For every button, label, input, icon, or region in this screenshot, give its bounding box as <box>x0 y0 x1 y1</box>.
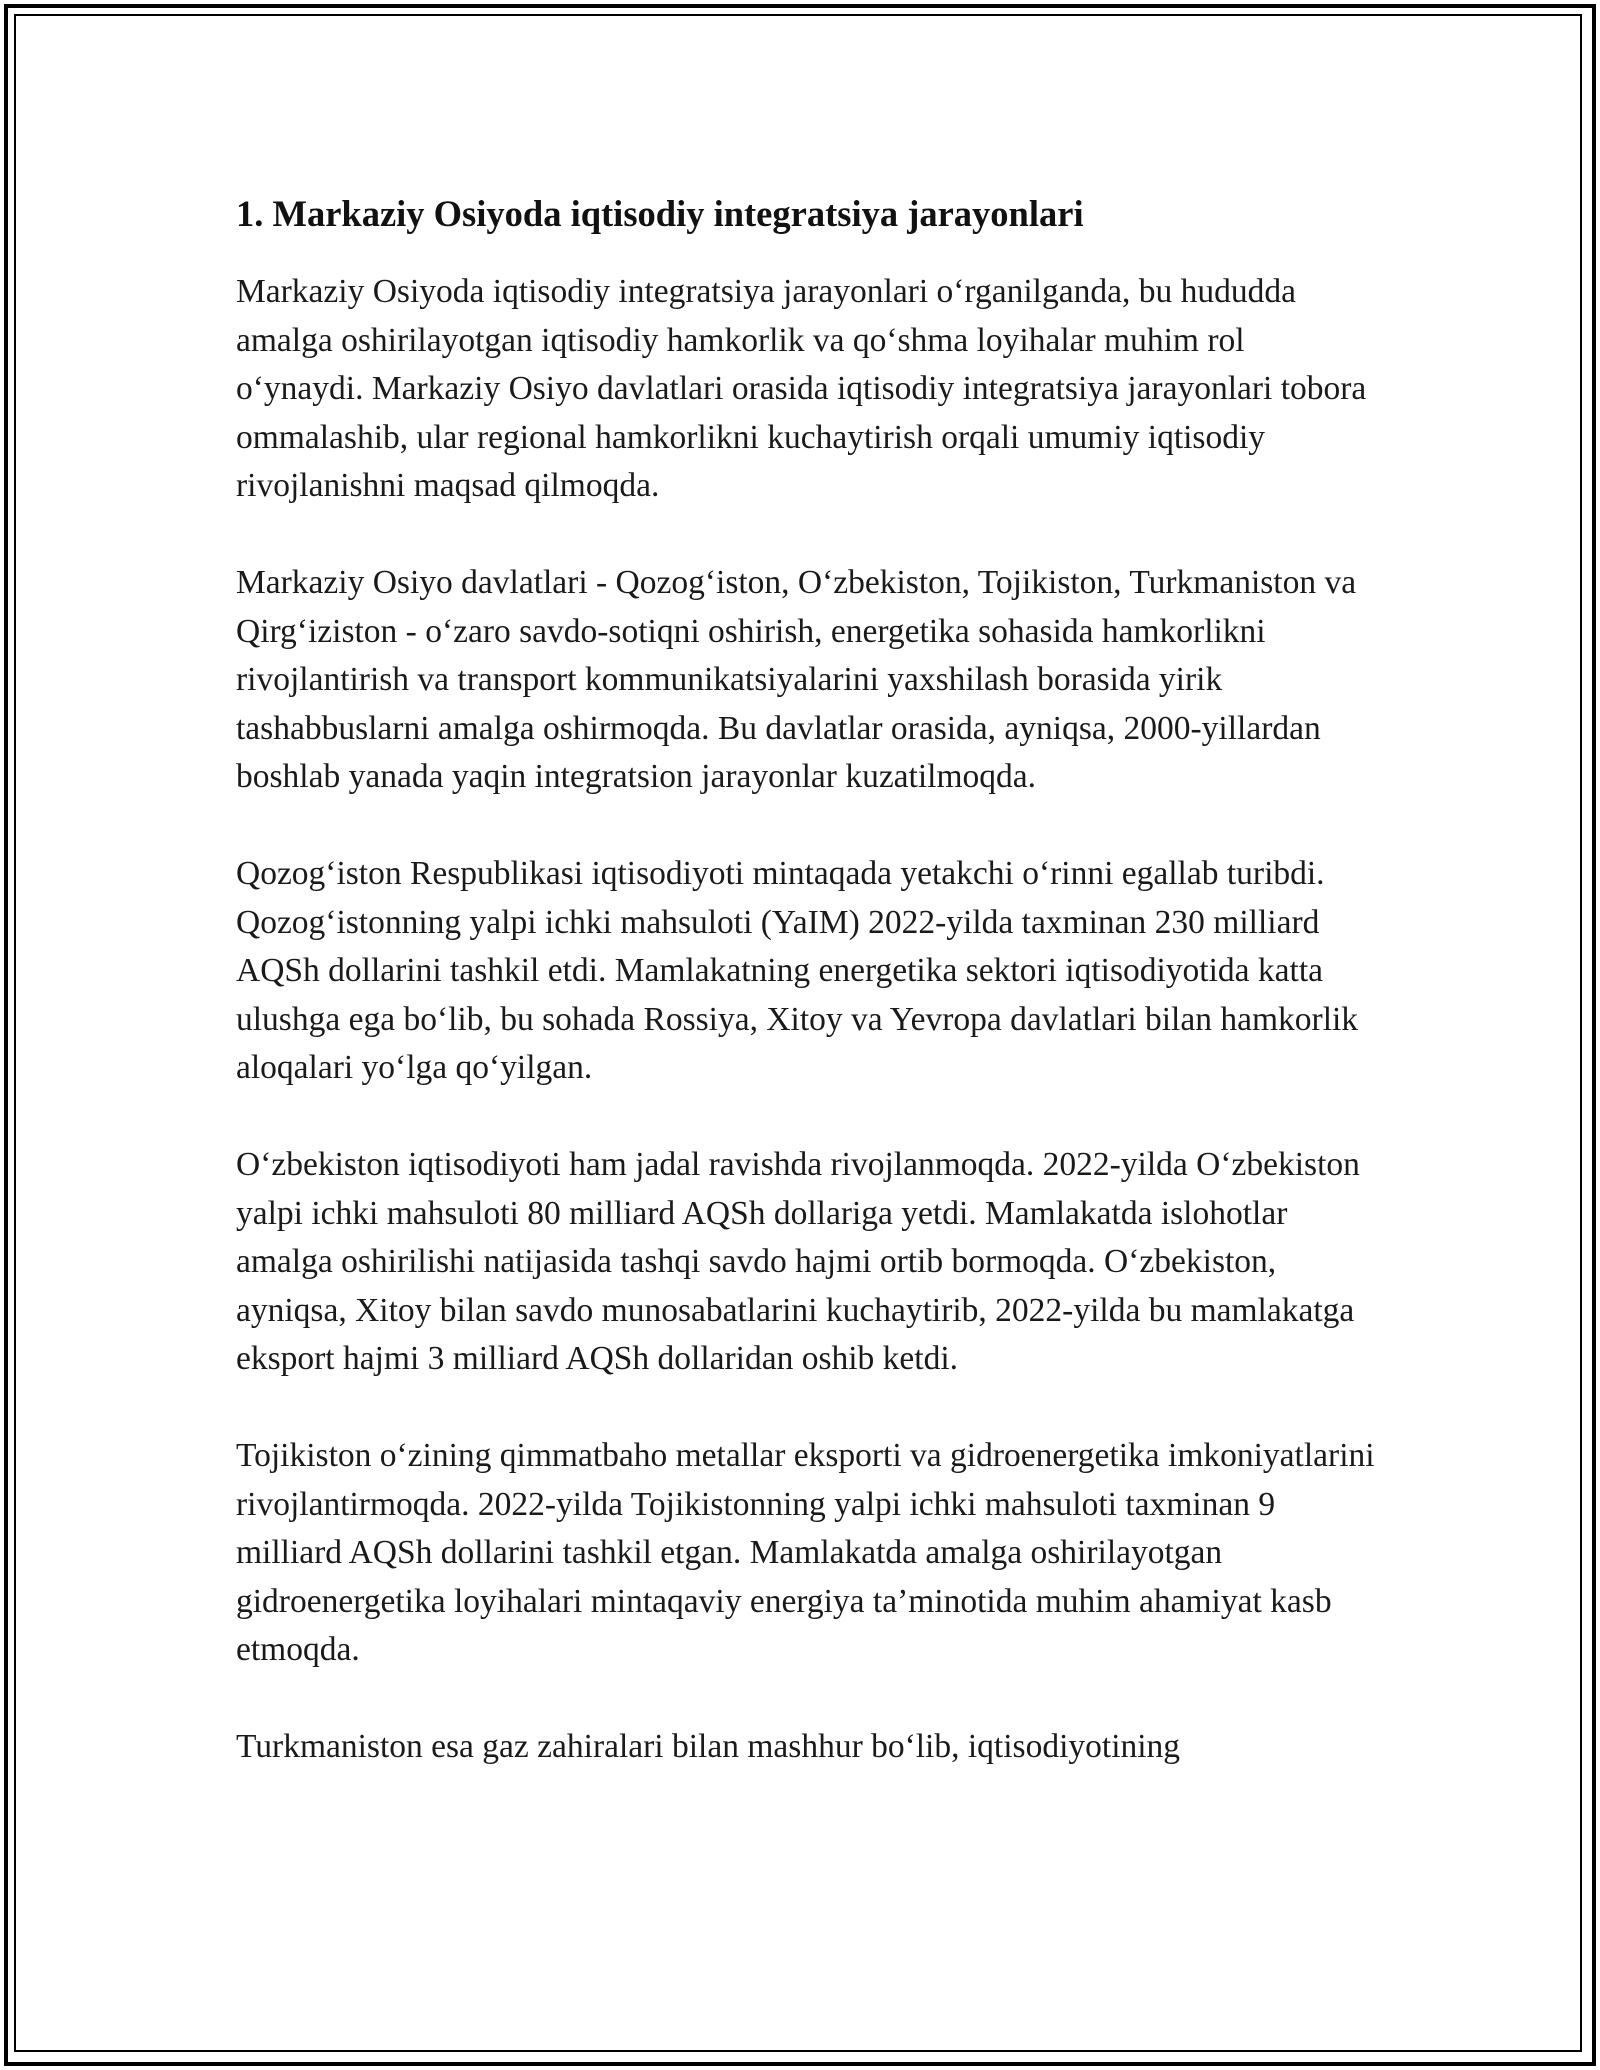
paragraph-uzbekistan: O‘zbekiston iqtisodiyoti ham jadal ravishda rivojlanmoqda. 2022-yilda O‘zbekiston yalpi ichki mahsuloti 80 milliard AQSh dollariga yetdi. Mamlakatda islohotlar amalga oshirilishi natijasida tashqi savdo hajmi ortib bormoqda. O‘zbekiston, ayniqsa, Xitoy bilan savdo munosabatlarini kuchaytirib, 2022-yilda bu mamlakatga eksport hajmi 3 milliard AQSh dollaridan oshib ketdi. <box>236 1146 1360 1377</box>
paragraph-tajikistan: Tojikiston o‘zining qimmatbaho metallar eksporti va gidroenergetika imkoniyatlarini rivojlantirmoqda. 2022-yilda Tojikistonning yalpi ichki mahsuloti taxminan 9 milliard AQSh dollarini tashkil etgan. Mamlakatda amalga oshirilayotgan gidroenergetika loyihalari mintaqaviy energiya ta’minotida muhim ahamiyat kasb etmoqda. <box>236 1437 1375 1668</box>
document-body <box>236 186 1376 1820</box>
paragraph-central-asian-states: Markaziy Osiyo davlatlari - Qozog‘iston, O‘zbekiston, Tojikiston, Turkmaniston va Qirg‘iziston - o‘zaro savdo-sotiqni oshirish, energetika sohasida hamkorlikni rivojlantirish va transport kommunikatsiyalarini yaxshilash borasida yirik tashabbuslarni amalga oshirmoqda. Bu davlatlar orasida, ayniqsa, 2000-yillardan boshlab yanada yaqin integratsion jarayonlar kuzatilmoqda. <box>236 564 1357 795</box>
section-heading: 1. Markaziy Osiyoda iqtisodiy integratsiya jarayonlari <box>236 193 1084 234</box>
paragraph-integration-intro: Markaziy Osiyoda iqtisodiy integratsiya jarayonlari o‘rganilganda, bu hududda amalga oshirilayotgan iqtisodiy hamkorlik va qo‘shma loyihalar muhim rol o‘ynaydi. Markaziy Osiyo davlatlari orasida iqtisodiy integratsiya jarayonlari tobora ommalashib, ular regional hamkorlikni kuchaytirish orqali umumiy iqtisodiy rivojlanishni maqsad qilmoqda. <box>236 273 1367 504</box>
paragraph-kazakhstan: Qozog‘iston Respublikasi iqtisodiyoti mintaqada yetakchi o‘rinni egallab turibdi. Qozog‘istonning yalpi ichki mahsuloti (YaIM) 2022-yilda taxminan 230 milliard AQSh dollarini tashkil etdi. Mamlakatning energetika sektori iqtisodiyotida katta ulushga ega bo‘lib, bu sohada Rossiya, Xitoy va Yevropa davlatlari bilan hamkorlik aloqalari yo‘lga qo‘yilgan. <box>236 855 1359 1086</box>
paragraph-turkmenistan: Turkmaniston esa gaz zahiralari bilan mashhur bo‘lib, iqtisodiyotining <box>236 1728 1181 1765</box>
